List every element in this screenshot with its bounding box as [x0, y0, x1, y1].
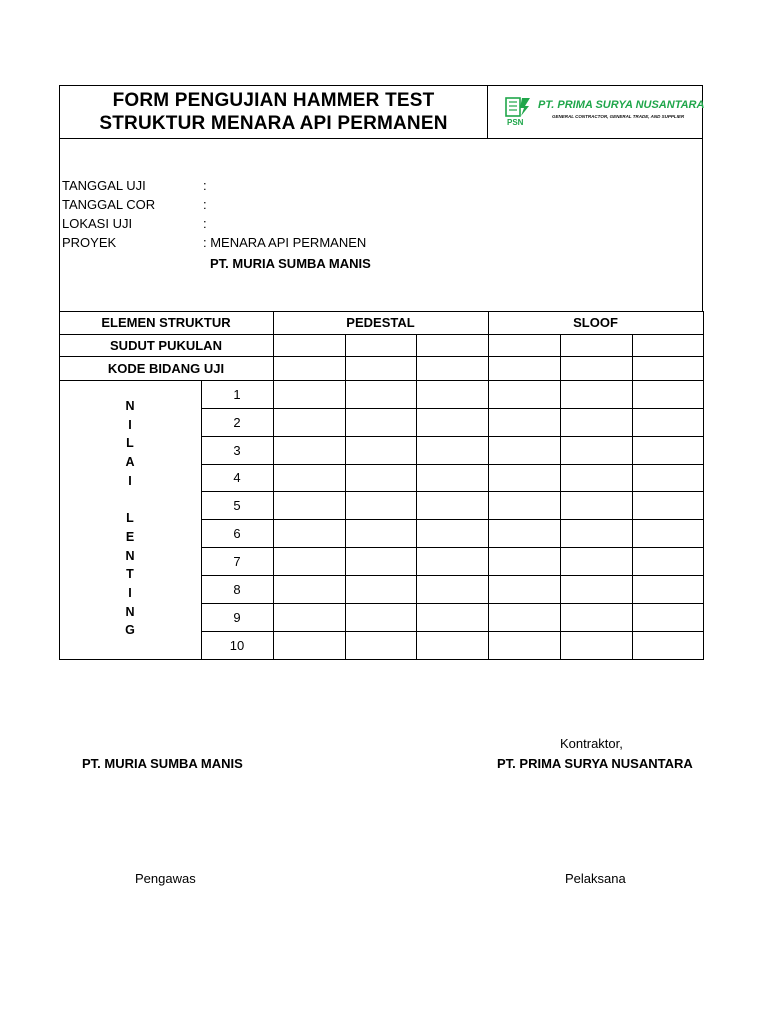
- reading-cell[interactable]: [632, 408, 703, 436]
- kode-bidang-uji-label: KODE BIDANG UJI: [107, 360, 225, 376]
- company-logo: [488, 86, 705, 138]
- nilai-lenting-letter: A: [125, 455, 135, 470]
- reading-cell[interactable]: [273, 575, 345, 603]
- tanggal-cor-sep: :: [203, 197, 207, 212]
- reading-cell[interactable]: [488, 547, 560, 575]
- reading-cell[interactable]: [488, 408, 560, 436]
- reading-cell[interactable]: [632, 380, 703, 408]
- nilai-lenting-letter: N: [125, 399, 135, 413]
- reading-cell[interactable]: [416, 491, 488, 519]
- sudut-pukulan-cell[interactable]: [345, 334, 416, 356]
- reading-cell[interactable]: [273, 603, 345, 631]
- elemen-struktur-header: ELEMEN STRUKTUR: [101, 315, 231, 330]
- reading-cell[interactable]: [560, 464, 632, 491]
- proyek-value: : MENARA API PERMANEN: [203, 235, 367, 250]
- sudut-pukulan-cell[interactable]: [273, 334, 345, 356]
- nilai-lenting-letter: G: [125, 623, 135, 638]
- sudut-pukulan-label: SUDUT PUKULAN: [110, 337, 222, 353]
- pedestal-header: PEDESTAL: [346, 315, 415, 330]
- reading-cell[interactable]: [560, 631, 632, 659]
- pelaksana-role: Pelaksana: [565, 871, 626, 886]
- reading-cell[interactable]: [488, 575, 560, 603]
- reading-cell[interactable]: [560, 491, 632, 519]
- psn-logo-icon: [500, 94, 536, 130]
- reading-cell[interactable]: [560, 408, 632, 436]
- reading-cell[interactable]: [416, 603, 488, 631]
- sloof-header: SLOOF: [573, 315, 618, 330]
- reading-cell[interactable]: [632, 631, 703, 659]
- logo-company-name: PT. PRIMA SURYA NUSANTARA: [538, 99, 705, 111]
- reading-cell[interactable]: [560, 603, 632, 631]
- table-right-border: [703, 311, 704, 660]
- reading-cell[interactable]: [416, 519, 488, 547]
- tanggal-uji-label: TANGGAL UJI: [62, 178, 146, 193]
- kode-bidang-cell[interactable]: [632, 356, 703, 380]
- reading-number: 8: [233, 581, 241, 597]
- reading-number: 6: [233, 525, 241, 541]
- reading-cell[interactable]: [273, 380, 345, 408]
- info-section: [59, 138, 703, 312]
- proyek-label: PROYEK: [62, 235, 117, 250]
- nilai-lenting-letter: E: [125, 529, 135, 544]
- reading-cell[interactable]: [632, 464, 703, 491]
- nilai-lenting-label: [59, 397, 201, 640]
- reading-cell[interactable]: [632, 436, 703, 464]
- reading-cell[interactable]: [488, 519, 560, 547]
- form-title: [60, 86, 488, 138]
- reading-cell[interactable]: [345, 408, 416, 436]
- nilai-lenting-letter: I: [128, 417, 132, 432]
- reading-cell[interactable]: [632, 491, 703, 519]
- owner-company: PT. MURIA SUMBA MANIS: [210, 256, 371, 271]
- reading-cell[interactable]: [632, 575, 703, 603]
- reading-number: 10: [229, 637, 245, 653]
- reading-cell[interactable]: [632, 519, 703, 547]
- tanggal-cor-label: TANGGAL COR: [62, 197, 156, 212]
- reading-cell[interactable]: [345, 380, 416, 408]
- reading-cell[interactable]: [273, 436, 345, 464]
- reading-cell[interactable]: [416, 631, 488, 659]
- form-header: [59, 85, 703, 139]
- sudut-pukulan-cell[interactable]: [632, 334, 703, 356]
- reading-number: 4: [233, 470, 241, 485]
- reading-cell[interactable]: [345, 464, 416, 491]
- reading-cell[interactable]: [488, 603, 560, 631]
- reading-cell[interactable]: [488, 380, 560, 408]
- reading-number: 9: [233, 609, 241, 625]
- sudut-pukulan-cell[interactable]: [560, 334, 632, 356]
- nilai-lenting-letter: [59, 490, 201, 509]
- sudut-pukulan-cell[interactable]: [488, 334, 560, 356]
- reading-cell[interactable]: [560, 380, 632, 408]
- sudut-pukulan-cell[interactable]: [416, 334, 488, 356]
- nilai-lenting-letter: I: [128, 473, 132, 488]
- reading-cell[interactable]: [488, 491, 560, 519]
- nilai-lenting-letter: N: [125, 548, 135, 563]
- kode-bidang-cell[interactable]: [560, 356, 632, 380]
- reading-cell[interactable]: [560, 436, 632, 464]
- reading-cell[interactable]: [632, 603, 703, 631]
- kode-bidang-cell[interactable]: [273, 356, 345, 380]
- reading-cell[interactable]: [416, 408, 488, 436]
- reading-cell[interactable]: [416, 436, 488, 464]
- reading-cell[interactable]: [345, 575, 416, 603]
- reading-cell[interactable]: [488, 464, 560, 491]
- kode-bidang-cell[interactable]: [416, 356, 488, 380]
- nilai-lenting-letter: L: [126, 511, 134, 526]
- right-signatory-company: PT. PRIMA SURYA NUSANTARA: [497, 756, 693, 771]
- reading-number: 5: [233, 497, 241, 513]
- reading-number: 7: [233, 553, 241, 569]
- reading-cell[interactable]: [345, 519, 416, 547]
- nilai-lenting-letter: I: [128, 585, 132, 600]
- nilai-lenting-letter: L: [126, 436, 134, 451]
- reading-cell[interactable]: [273, 464, 345, 491]
- reading-cell[interactable]: [416, 380, 488, 408]
- nilai-lenting-letter: N: [125, 604, 135, 619]
- pengawas-role: Pengawas: [135, 871, 196, 886]
- kontraktor-caption: Kontraktor,: [560, 736, 623, 751]
- psn-initials: PSN: [507, 118, 524, 127]
- reading-cell[interactable]: [273, 408, 345, 436]
- table-bottom-border: [59, 659, 704, 660]
- nilai-lenting-letter: T: [126, 567, 134, 582]
- reading-cell[interactable]: [345, 436, 416, 464]
- reading-number: 3: [233, 442, 241, 458]
- tanggal-uji-sep: :: [203, 178, 207, 193]
- left-signatory-company: PT. MURIA SUMBA MANIS: [82, 756, 243, 771]
- lokasi-uji-label: LOKASI UJI: [62, 216, 133, 231]
- reading-cell[interactable]: [416, 575, 488, 603]
- reading-cell[interactable]: [345, 603, 416, 631]
- reading-cell[interactable]: [632, 547, 703, 575]
- reading-cell[interactable]: [273, 519, 345, 547]
- reading-cell[interactable]: [488, 631, 560, 659]
- reading-number: 2: [233, 414, 241, 430]
- kode-bidang-cell[interactable]: [488, 356, 560, 380]
- reading-cell[interactable]: [345, 547, 416, 575]
- lokasi-uji-sep: :: [203, 216, 207, 231]
- reading-cell[interactable]: [273, 631, 345, 659]
- reading-cell[interactable]: [345, 631, 416, 659]
- title-line-1: FORM PENGUJIAN HAMMER TEST: [112, 90, 435, 111]
- reading-cell[interactable]: [345, 491, 416, 519]
- reading-cell[interactable]: [560, 519, 632, 547]
- reading-cell[interactable]: [273, 491, 345, 519]
- reading-cell[interactable]: [560, 547, 632, 575]
- reading-number: 1: [233, 386, 241, 402]
- logo-tagline: GENERAL CONTRACTOR, GENERAL TRADE, AND SUPPLIER: [552, 114, 685, 119]
- title-line-2: STRUKTUR MENARA API PERMANEN: [99, 113, 448, 134]
- reading-cell[interactable]: [273, 547, 345, 575]
- kode-bidang-cell[interactable]: [345, 356, 416, 380]
- reading-cell[interactable]: [416, 464, 488, 491]
- reading-cell[interactable]: [560, 575, 632, 603]
- reading-cell[interactable]: [488, 436, 560, 464]
- reading-cell[interactable]: [416, 547, 488, 575]
